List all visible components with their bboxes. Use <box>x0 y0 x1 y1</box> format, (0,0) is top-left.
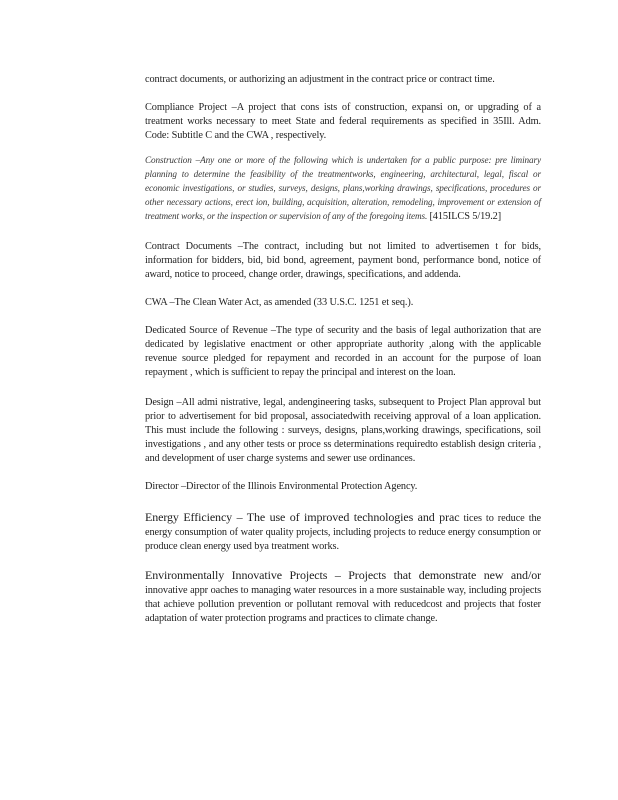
construction-definition-text: Construction –Any one or more of the following which is undertaken for a public purpose: pre liminary planning to determine the feasibility of the treatmentworks, engineering, architectural, legal, fiscal or economic investigations, or studies, surveys, designs, plans,working drawings, specifications, procedures or other necessary actions, erect ion, building, acquisition, alteration, remodeling, improvement or extension of treatment works, or the inspection or supervision of any of the foregoing items. <box>145 155 541 221</box>
paragraph-cwa: CWA –The Clean Water Act, as amended (33 U.S.C. 1251 et seq.). <box>145 297 414 308</box>
paragraph-compliance-project: Compliance Project –A project that cons ists of construction, expansi on, or upgrading of a treatment works necessary to meet State and federal requirements as specified in 35Ill. Adm. Code: Subtitle C and the CWA , respectively. <box>145 102 541 141</box>
paragraph-environmentally-innovative-projects <box>145 568 541 626</box>
paragraph-dedicated-source-of-revenue: Dedicated Source of Revenue –The type of security and the basis of legal authorization that are dedicated by legislative enactment or other appropriate authority ,along with the applicable revenue source pledged for repayment and recorded in an account for the purpose of loan repayment , which is sufficient to repay the principal and interest on the loan. <box>145 325 541 378</box>
paragraph-design: Design –All admi nistrative, legal, andengineering tasks, subsequent to Project Plan approval but prior to advertisement for bid proposal, associatedwith receiving approval of a loan application. This must include the following : surveys, designs, plans,working drawings, specifications, soil investigations , and any other tests or proce ss determinations requiredto establish design criteria , and development of user charge systems and sewer use ordinances. <box>145 397 541 464</box>
paragraph-construction <box>145 153 541 224</box>
statute-citation: [415ILCS 5/19.2] <box>429 211 502 222</box>
energy-efficiency-term: Energy Efficiency – The use of improved technologies and prac <box>145 510 460 524</box>
environmentally-innovative-text: innovative appr oaches to managing water resources in a more sustainable way, including projects that achieve pollution prevention or pollutant removal with reducedcost and projects that foster adaptation of water protection programs and practices to climate change. <box>145 585 541 624</box>
energy-efficiency-text: tices to reduce the energy consumption of water quality projects, including projects to reduce energy consumption or produce clean energy used bya treatment works. <box>145 513 541 552</box>
environmentally-innovative-term: Environmentally Innovative Projects – Projects that demonstrate new and/or <box>145 568 541 582</box>
paragraph-energy-efficiency <box>145 510 541 554</box>
paragraph-contract-documents: Contract Documents –The contract, including but not limited to advertisemen t for bids, information for bidders, bid, bid bond, agreement, payment bond, performance bond, notice of award, notice to proceed, change order, drawings, specifications, and addenda. <box>145 241 541 280</box>
paragraph-director: Director –Director of the Illinois Environmental Protection Agency. <box>145 481 418 492</box>
document-page <box>145 73 541 626</box>
paragraph-contract-continued: contract documents, or authorizing an adjustment in the contract price or contract time. <box>145 74 495 85</box>
